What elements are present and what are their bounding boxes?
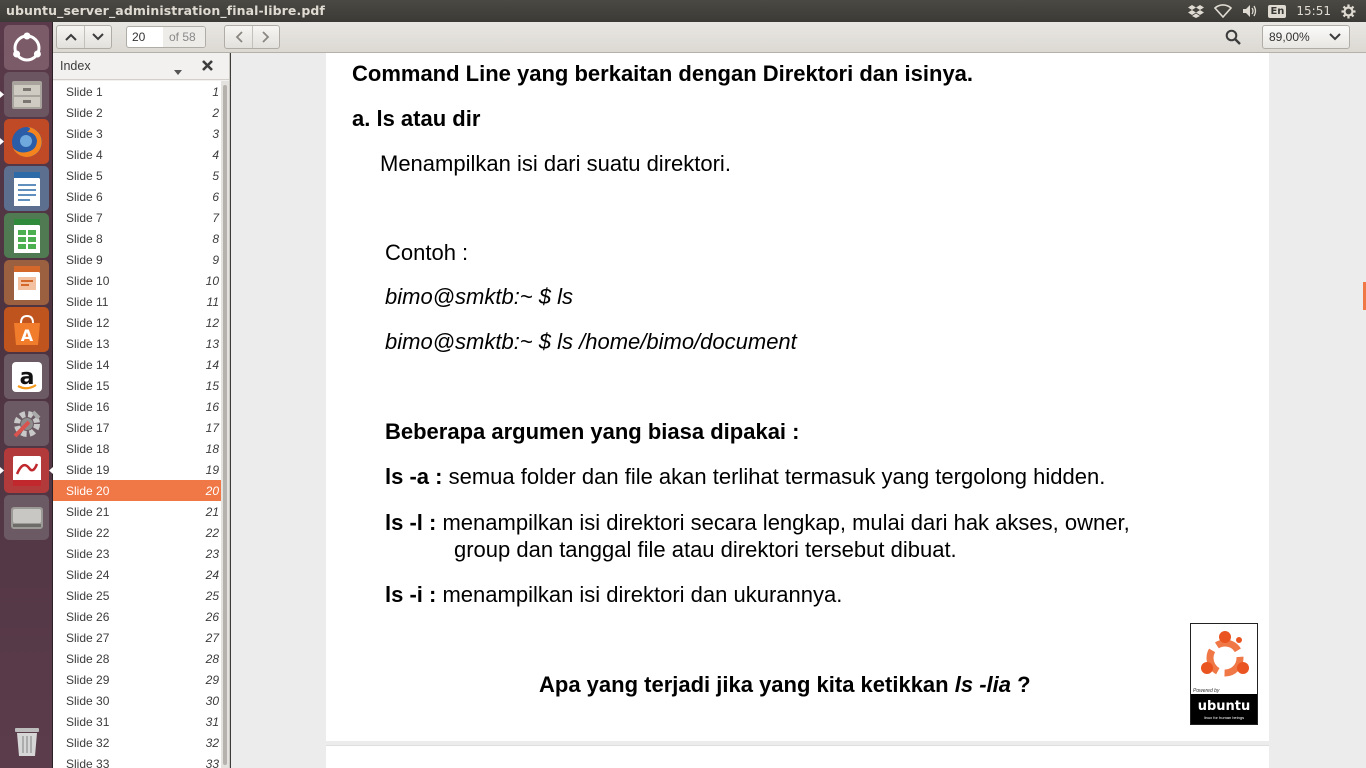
calc-icon[interactable] <box>4 213 49 258</box>
example-command-2: bimo@smktb:~ $ ls /home/bimo/document <box>385 329 797 354</box>
slide-subheading: a. ls atau dir <box>352 106 481 131</box>
back-button[interactable] <box>225 26 252 48</box>
document-scrollbar[interactable] <box>1362 53 1366 768</box>
index-item[interactable] <box>53 333 221 354</box>
current-page-input[interactable]: 20 <box>132 30 146 44</box>
index-item-label: Slide 6 <box>66 189 103 204</box>
index-item[interactable] <box>53 606 221 627</box>
index-item-page: 32 <box>205 735 219 750</box>
arg-l-desc-1: menampilkan isi direktori secara lengkap, mulai dari hak akses, owner, <box>442 510 1130 535</box>
index-item[interactable] <box>53 438 221 459</box>
index-item-page: 15 <box>205 378 219 393</box>
index-item-page: 24 <box>205 567 219 582</box>
index-item[interactable] <box>53 543 221 564</box>
index-item-label: Slide 27 <box>66 630 110 645</box>
arg-i-line <box>385 582 842 608</box>
keyboard-layout-label: En <box>1270 5 1285 17</box>
index-item-label: Slide 7 <box>66 210 103 225</box>
index-item-label: Slide 9 <box>66 252 103 267</box>
index-item[interactable] <box>53 186 221 207</box>
sidebar-mode-label[interactable]: Index <box>60 59 91 73</box>
index-item-page: 21 <box>205 504 219 519</box>
index-item-page: 18 <box>205 441 219 456</box>
index-item-label: Slide 16 <box>66 399 110 414</box>
index-item-label: Slide 14 <box>66 357 110 372</box>
index-item[interactable] <box>53 648 221 669</box>
index-item[interactable] <box>53 123 221 144</box>
index-item-label: Slide 13 <box>66 336 110 351</box>
toolbar <box>53 22 1366 53</box>
system-settings-icon[interactable] <box>4 401 49 446</box>
volume-icon[interactable] <box>1242 0 1258 22</box>
index-item[interactable] <box>53 585 221 606</box>
index-item-label: Slide 28 <box>66 651 110 666</box>
index-list <box>53 81 221 768</box>
index-item[interactable] <box>53 144 221 165</box>
document-viewer-icon[interactable] <box>4 448 49 493</box>
index-item-label: Slide 19 <box>66 462 110 477</box>
logo-wordmark-bar <box>1191 694 1257 724</box>
trash-icon[interactable] <box>4 718 49 763</box>
index-item-page: 1 <box>212 84 219 99</box>
page-number-field[interactable] <box>126 26 206 48</box>
next-page-button[interactable] <box>84 26 111 48</box>
index-item-page: 31 <box>205 714 219 729</box>
writer-icon[interactable] <box>4 166 49 211</box>
index-item[interactable] <box>53 417 221 438</box>
index-item-label: Slide 31 <box>66 714 110 729</box>
index-item[interactable] <box>53 312 221 333</box>
index-item-page: 19 <box>205 462 219 477</box>
description-text: Menampilkan isi dari suatu direktori. <box>380 151 731 176</box>
index-item-label: Slide 15 <box>66 378 110 393</box>
index-item-label: Slide 5 <box>66 168 103 183</box>
wifi-icon[interactable] <box>1214 0 1232 22</box>
index-item-page: 20 <box>205 483 219 498</box>
question-line <box>539 672 1031 698</box>
scrollbar-thumb[interactable] <box>223 85 227 765</box>
slide-heading: Command Line yang berkaitan dengan Direktori dan isinya. <box>352 61 974 86</box>
dropbox-icon[interactable] <box>1188 0 1204 22</box>
chevron-down-icon <box>1329 31 1341 45</box>
arg-i-desc: menampilkan isi direktori dan ukurannya. <box>442 582 843 607</box>
ubuntu-dash-icon[interactable] <box>4 25 49 70</box>
search-icon <box>1225 29 1241 45</box>
index-item-label: Slide 25 <box>66 588 110 603</box>
index-item-page: 7 <box>212 210 219 225</box>
sidebar-scrollbar[interactable] <box>221 81 229 768</box>
page-up-down-group <box>56 25 112 49</box>
index-item-page: 9 <box>212 252 219 267</box>
arg-a-line <box>385 464 1105 490</box>
index-item[interactable] <box>53 249 221 270</box>
index-item[interactable] <box>53 165 221 186</box>
index-item-label: Slide 21 <box>66 504 110 519</box>
index-item-label: Slide 8 <box>66 231 103 246</box>
logo-powered-by: Powered by <box>1193 688 1220 694</box>
index-item-label: Slide 23 <box>66 546 110 561</box>
index-item[interactable] <box>53 228 221 249</box>
index-item-page: 3 <box>212 126 219 141</box>
running-indicator <box>0 91 4 98</box>
arguments-heading: Beberapa argumen yang biasa dipakai : <box>385 419 800 444</box>
launcher <box>0 22 53 768</box>
arg-l-desc-2: group dan tanggal file atau direktori tersebut dibuat. <box>454 537 957 562</box>
index-item-page: 26 <box>205 609 219 624</box>
index-item-label: Slide 2 <box>66 105 103 120</box>
question-suffix: ? <box>1017 672 1031 697</box>
index-item[interactable] <box>53 480 221 501</box>
index-item-page: 14 <box>205 357 219 372</box>
index-item-page: 16 <box>205 399 219 414</box>
impress-icon[interactable] <box>4 260 49 305</box>
svg-text:A: A <box>20 325 33 345</box>
running-indicator <box>0 467 4 474</box>
index-item-page: 4 <box>212 147 219 162</box>
index-item-page: 12 <box>205 315 219 330</box>
index-item[interactable] <box>53 522 221 543</box>
index-item-label: Slide 3 <box>66 126 103 141</box>
index-item-label: Slide 11 <box>66 294 109 309</box>
index-item[interactable] <box>53 690 221 711</box>
zoom-select[interactable] <box>1262 25 1350 49</box>
index-item[interactable] <box>53 102 221 123</box>
index-item-page: 29 <box>205 672 219 687</box>
powered-by-ubuntu-logo <box>1190 623 1258 725</box>
keyboard-layout-icon[interactable] <box>1268 0 1286 22</box>
amazon-icon[interactable] <box>4 354 49 399</box>
index-item-label: Slide 17 <box>66 420 110 435</box>
index-item-page: 27 <box>205 630 219 645</box>
index-item-page: 17 <box>205 420 219 435</box>
search-button[interactable] <box>1220 26 1246 48</box>
zoom-value: 89,00% <box>1269 30 1310 44</box>
svg-text:a: a <box>19 364 34 390</box>
logo-tagline: linux for human beings <box>1203 715 1245 720</box>
index-item-page: 30 <box>205 693 219 708</box>
index-item-page: 6 <box>212 189 219 204</box>
index-item[interactable] <box>53 753 221 768</box>
index-item[interactable] <box>53 375 221 396</box>
index-item-label: Slide 1 <box>66 84 103 99</box>
arg-a-key: ls -a : <box>385 464 443 489</box>
index-item-page: 5 <box>212 168 219 183</box>
index-item-label: Slide 22 <box>66 525 110 540</box>
index-item[interactable] <box>53 669 221 690</box>
index-item-label: Slide 18 <box>66 441 110 456</box>
index-item-page: 25 <box>205 588 219 603</box>
index-item-page: 8 <box>212 231 219 246</box>
index-item-label: Slide 10 <box>66 273 110 288</box>
index-item-page: 10 <box>205 273 219 288</box>
index-item-label: Slide 20 <box>66 483 110 498</box>
drive-icon[interactable] <box>4 495 49 540</box>
example-label: Contoh : <box>385 240 469 265</box>
index-item[interactable] <box>53 354 221 375</box>
index-item-label: Slide 30 <box>66 693 110 708</box>
index-item[interactable] <box>53 627 221 648</box>
index-item[interactable] <box>53 270 221 291</box>
question-prefix: Apa yang terjadi jika yang kita ketikkan <box>539 672 949 697</box>
arg-a-desc: semua folder dan file akan terlihat termasuk yang tergolong hidden. <box>448 464 1106 489</box>
logo-wordmark: ubuntu <box>1197 699 1251 714</box>
window-title: ubuntu_server_administration_final-libre.pdf <box>6 3 325 18</box>
index-item-label: Slide 33 <box>66 756 110 768</box>
top-panel <box>0 0 1366 22</box>
ubuntu-logo-icon <box>1199 628 1251 686</box>
index-item-label: Slide 4 <box>66 147 103 162</box>
index-item-label: Slide 12 <box>66 315 110 330</box>
index-item[interactable] <box>53 711 221 732</box>
question-command: ls -lia <box>954 672 1011 697</box>
software-center-icon[interactable] <box>4 307 49 352</box>
index-item-label: Slide 26 <box>66 609 110 624</box>
arg-l-line <box>385 510 1130 536</box>
firefox-icon[interactable] <box>4 119 49 164</box>
clock[interactable]: 15:51 <box>1296 4 1331 18</box>
index-item[interactable] <box>53 207 221 228</box>
index-item[interactable] <box>53 732 221 753</box>
forward-button[interactable] <box>252 26 279 48</box>
index-item-page: 2 <box>212 105 219 120</box>
gear-icon[interactable] <box>1341 0 1356 22</box>
index-item-label: Slide 24 <box>66 567 110 582</box>
index-item[interactable] <box>53 396 221 417</box>
indicator-area <box>1188 0 1366 22</box>
document-page <box>326 53 1269 741</box>
running-indicator <box>0 138 4 145</box>
sidebar-header <box>53 53 229 80</box>
index-item[interactable] <box>53 501 221 522</box>
index-item-page: 23 <box>205 546 219 561</box>
dropdown-arrow-icon[interactable] <box>174 64 182 78</box>
document-view[interactable] <box>231 53 1366 768</box>
index-item[interactable] <box>53 81 221 102</box>
index-item-page: 13 <box>205 336 219 351</box>
index-item[interactable] <box>53 564 221 585</box>
arg-l-key: ls -l : <box>385 510 437 535</box>
page-total-label: of 58 <box>163 27 205 47</box>
example-command-1: bimo@smktb:~ $ ls <box>385 284 573 309</box>
previous-page-button[interactable] <box>57 26 84 48</box>
history-group <box>224 25 280 49</box>
index-item-label: Slide 32 <box>66 735 110 750</box>
index-item-label: Slide 29 <box>66 672 110 687</box>
index-item-page: 33 <box>205 756 219 768</box>
index-item-page: 11 <box>206 294 219 309</box>
sidebar <box>53 53 230 768</box>
index-item[interactable] <box>53 291 221 312</box>
index-item-page: 22 <box>205 525 219 540</box>
index-item-page: 28 <box>205 651 219 666</box>
index-item[interactable] <box>53 459 221 480</box>
next-document-page <box>326 745 1269 768</box>
close-icon[interactable] <box>201 59 214 75</box>
arg-i-key: ls -i : <box>385 582 437 607</box>
files-icon[interactable] <box>4 72 49 117</box>
